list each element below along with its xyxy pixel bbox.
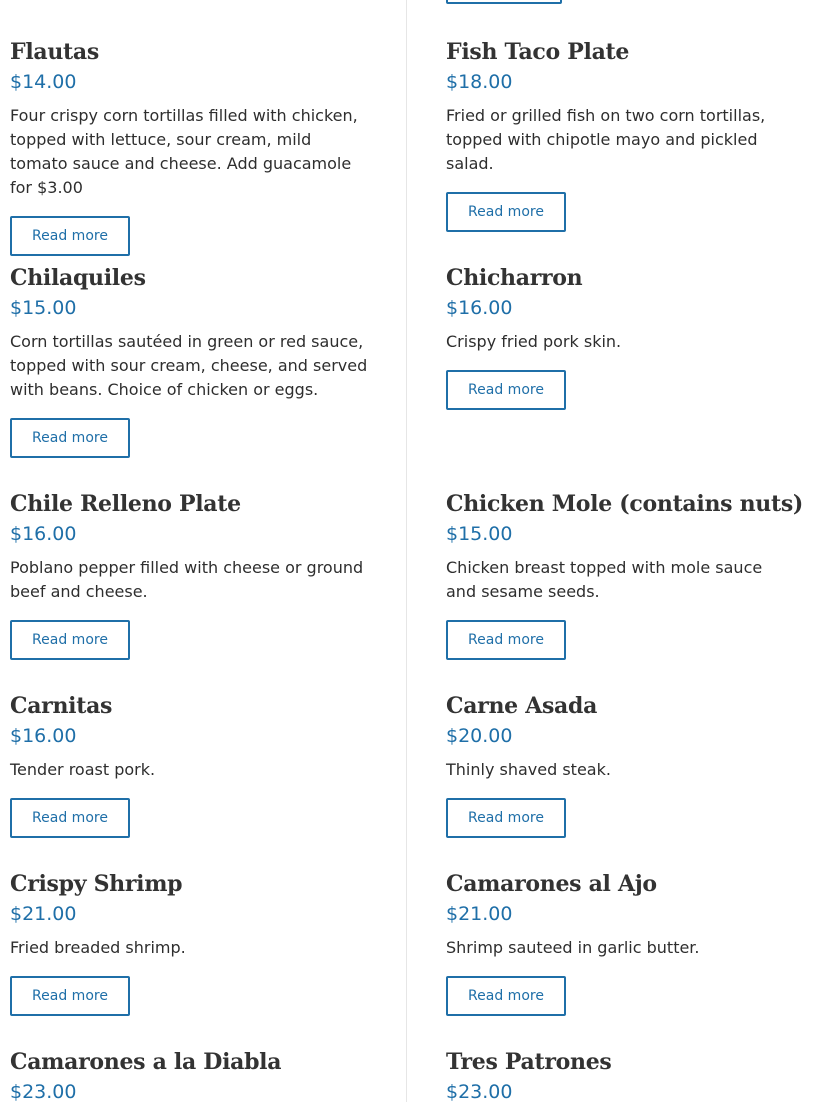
- menu-item-price: $16.00: [10, 725, 77, 747]
- menu-item-title: Camarones a la Diabla: [10, 1049, 282, 1075]
- menu-item-title: Tres Patrones: [446, 1049, 612, 1075]
- menu-item-chicken-mole: [446, 490, 804, 660]
- menu-item-price: $16.00: [446, 297, 513, 319]
- menu-item-fish-taco-plate: [446, 38, 796, 232]
- menu-item-price: $15.00: [446, 523, 513, 545]
- read-more-button[interactable]: Read more: [446, 370, 566, 410]
- menu-item-camarones-al-ajo: [446, 870, 796, 1016]
- menu-item-title: Chile Relleno Plate: [10, 491, 241, 517]
- menu-item-chilaquiles: [10, 264, 370, 458]
- menu-item-description: Fried breaded shrimp.: [10, 938, 186, 957]
- read-more-button[interactable]: Read more: [446, 798, 566, 838]
- menu-item-title: Chicharron: [446, 265, 583, 291]
- menu-item-carnitas: [10, 692, 370, 838]
- read-more-button[interactable]: Read more: [10, 976, 130, 1016]
- menu-item-title: Camarones al Ajo: [446, 871, 657, 897]
- read-more-button[interactable]: Read more: [446, 620, 566, 660]
- menu-item-title: Carne Asada: [446, 693, 598, 719]
- menu-item-title: Carnitas: [10, 693, 113, 719]
- menu-item-tres-patrones: [446, 1048, 796, 1104]
- menu-item-description: Thinly shaved steak.: [446, 760, 611, 779]
- menu-item-description: Corn tortillas sautéed in green or red sauce, topped with sour cream, cheese, and served with beans. Choice of chicken or eggs.: [10, 332, 368, 399]
- menu-item-price: $21.00: [446, 903, 513, 925]
- read-more-button[interactable]: Read more: [446, 192, 566, 232]
- menu-item-title: Chilaquiles: [10, 265, 146, 291]
- read-more-button[interactable]: Read more: [10, 620, 130, 660]
- menu-item-description: Crispy fried pork skin.: [446, 332, 622, 351]
- menu-item-description: Tender roast pork.: [10, 760, 156, 779]
- menu-item-title: Flautas: [10, 39, 99, 65]
- menu-item-description: Fried or grilled fish on two corn tortillas, topped with chipotle mayo and pickled salad.: [446, 106, 766, 173]
- menu-item-price: $18.00: [446, 71, 513, 93]
- column-divider: [406, 0, 407, 1102]
- menu-item-chicharron: [446, 264, 796, 410]
- menu-item-crispy-shrimp: [10, 870, 370, 1016]
- read-more-button[interactable]: Read more: [446, 976, 566, 1016]
- menu-item-price: $16.00: [10, 523, 77, 545]
- menu-item-price: $14.00: [10, 71, 77, 93]
- menu-item-price: $21.00: [10, 903, 77, 925]
- menu-item-description: Shrimp sauteed in garlic butter.: [446, 938, 700, 957]
- menu-item-description: Four crispy corn tortillas filled with chicken, topped with lettuce, sour cream, mild tomato sauce and cheese. Add guacamole for $3.00: [10, 106, 358, 197]
- menu-item-price: $23.00: [10, 1081, 77, 1103]
- menu-item-price: $15.00: [10, 297, 77, 319]
- menu-item-price: $23.00: [446, 1081, 513, 1103]
- menu-item-description: Poblano pepper filled with cheese or ground beef and cheese.: [10, 558, 364, 601]
- menu-item-title: Crispy Shrimp: [10, 871, 183, 897]
- read-more-button-partial[interactable]: [446, 0, 562, 4]
- read-more-button[interactable]: Read more: [10, 418, 130, 458]
- menu-item-title: Chicken Mole (contains nuts): [446, 491, 804, 517]
- read-more-button[interactable]: Read more: [10, 216, 130, 256]
- read-more-button[interactable]: Read more: [10, 798, 130, 838]
- menu-item-camarones-a-la-diabla: [10, 1048, 370, 1104]
- menu-item-carne-asada: [446, 692, 796, 838]
- menu-item-description: Chicken breast topped with mole sauce and sesame seeds.: [446, 558, 763, 601]
- menu-item-flautas: [10, 38, 370, 256]
- menu-item-title: Fish Taco Plate: [446, 39, 630, 65]
- menu-item-price: $20.00: [446, 725, 513, 747]
- menu-item-chile-relleno-plate: [10, 490, 370, 660]
